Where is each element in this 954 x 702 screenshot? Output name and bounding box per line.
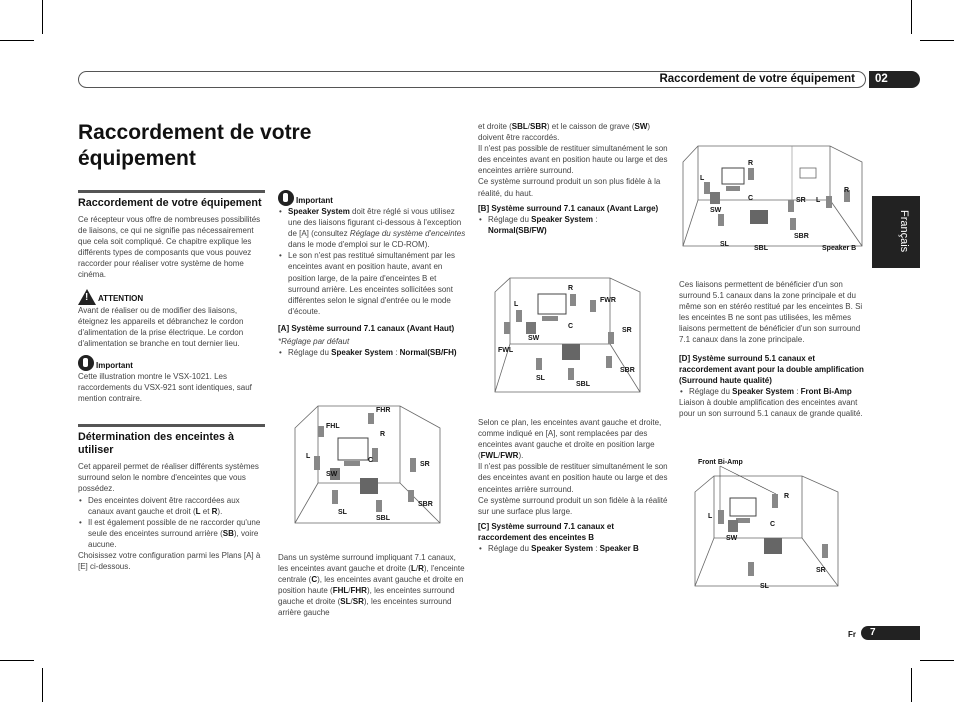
label-sl: SL	[720, 241, 729, 248]
column-4	[679, 279, 869, 419]
label-r: R	[844, 187, 850, 194]
label-sbl: SBL	[754, 245, 768, 252]
label-sw: SW	[326, 471, 338, 478]
label-l: L	[708, 513, 713, 520]
section-heading: [C] Système surround 7.1 canaux et raccordement des enceintes B	[478, 521, 615, 542]
column-3-bottom	[478, 417, 668, 554]
important-label: Important	[96, 360, 133, 370]
column-2-bottom	[278, 552, 468, 619]
list-item: • Réglage du Speaker System : Front Bi-Amp	[679, 386, 869, 397]
list-item: • Il est également possible de ne raccorder qu'une seule des enceintes surround arrière (SB), voire aucune.	[78, 517, 265, 550]
label-sbl: SBL	[576, 381, 590, 388]
page-title-line2: équipement	[78, 147, 196, 170]
warning-icon	[78, 289, 96, 305]
section-heading: [D] Système surround 5.1 canaux et raccordement avant pour la double amplification (Surround haute qualité)	[679, 353, 864, 385]
label-sw: SW	[710, 207, 722, 214]
paragraph: Liaison à double amplification des enceintes avant pour un son surround 5.1 canaux de grande qualité.	[679, 397, 863, 418]
footer-language: Fr	[848, 630, 856, 639]
label-c: C	[368, 457, 374, 464]
label-fwl: FWL	[498, 347, 514, 354]
label-sl: SL	[338, 509, 347, 516]
label-sl: SL	[760, 583, 769, 590]
diagram-d	[690, 454, 850, 594]
language-tab	[872, 196, 920, 268]
important-text: Cette illustration montre le VSX-1021. Les raccordements du VSX-921 sont identiques, sauf mention contraire.	[78, 371, 252, 404]
attention-heading	[78, 289, 265, 305]
label-sbr: SBR	[418, 501, 433, 508]
bullet-list	[278, 347, 468, 358]
list-item: • Réglage du Speaker System : Normal(SB/FW)	[478, 214, 668, 236]
list-item: • Speaker System doit être réglé si vous utilisez une des liaisons figurant ci-dessous à l'exception de [A] (consultez Réglage du système d'enceintes dans le mode d'emploi sur le CD-ROM).	[278, 206, 468, 250]
label-speaker-b: Speaker B	[822, 245, 857, 252]
header-bar	[78, 71, 866, 88]
label-fhl: FHL	[326, 423, 340, 430]
paragraph: Ce système surround produit un son plus fidèle à la réalité, du haut.	[478, 177, 661, 198]
label-r: R	[784, 493, 790, 500]
paragraph: Choisissez votre configuration parmi les Plans [A] à [E] ci-dessous.	[78, 550, 261, 572]
crop-mark	[0, 40, 34, 41]
paragraph: et droite (SBL/SBR) et le caisson de grave (SW) doivent être raccordés.	[478, 122, 651, 143]
label-fhr: FHR	[376, 407, 391, 414]
section-heading: Détermination des enceintes à utiliser	[78, 431, 235, 457]
label-l: L	[306, 453, 311, 460]
section-heading: [A] Système surround 7.1 canaux (Avant Haut)	[278, 323, 455, 333]
diagram-c	[680, 138, 866, 256]
label-l: L	[514, 301, 519, 308]
label-l: L	[700, 175, 705, 182]
crop-mark	[911, 0, 912, 34]
section-rule	[78, 424, 265, 427]
label-sw: SW	[528, 335, 540, 342]
label-sr: SR	[816, 567, 826, 574]
intro-paragraph: Ce récepteur vous offre de nombreuses possibilités de liaisons, ce qui ne signifie pas nécessairement que cela soit compliqué. Ce chapitre explique les différents types de composants que vous pouvez raccorder pour réaliser votre système de home cinéma.	[78, 215, 261, 280]
default-note: *Réglage par défaut	[278, 336, 350, 346]
attention-label: ATTENTION	[98, 294, 144, 304]
crop-mark	[911, 668, 912, 702]
page-number: 7	[861, 626, 920, 640]
list-item: • Des enceintes doivent être raccordées aux canaux avant gauche et droit (L et R).	[78, 495, 265, 517]
label-l: L	[816, 197, 821, 204]
crop-mark	[42, 0, 43, 34]
bullet-list	[78, 495, 265, 550]
list-item: • Réglage du Speaker System : Speaker B	[478, 543, 668, 554]
diagram-a	[290, 398, 450, 536]
header-title: Raccordement de votre équipement	[659, 73, 855, 85]
label-r: R	[748, 160, 754, 167]
section-heading: Raccordement de votre équipement	[78, 197, 262, 209]
column-3	[478, 121, 668, 236]
label-front-bi-amp: Front Bi-Amp	[698, 459, 743, 466]
paragraph: Ce système surround produit un son fidèle à la réalité sur une surface plus large.	[478, 495, 668, 516]
page-title	[78, 120, 348, 172]
column-2	[278, 190, 468, 358]
important-heading	[78, 355, 265, 371]
page-title-line1: Raccordement de votre	[78, 121, 312, 144]
diagram-b	[490, 272, 650, 402]
label-r: R	[380, 431, 386, 438]
label-c: C	[770, 521, 776, 528]
attention-text: Avant de réaliser ou de modifier des liaisons, éteignez les appareils et débranchez le cordon d'alimentation de la prise électrique. Le cordon d'alimentation se branche en tout dernier lieu.	[78, 305, 244, 348]
important-label: Important	[296, 195, 333, 205]
label-sw: SW	[726, 535, 738, 542]
bullet-list	[478, 543, 668, 554]
label-sr: SR	[420, 461, 430, 468]
column-1	[78, 190, 265, 572]
label-sbl: SBL	[376, 515, 390, 522]
label-sbr: SBR	[620, 367, 635, 374]
paragraph: Dans un système surround impliquant 7.1 canaux, les enceintes avant gauche et droite (L/R), l'enceinte centrale (C), les enceintes avant gauche et droite en position haute (FHL/FHR), les enceintes surround gauche et droite (SL/SR), les enceintes surround arrière gauche	[278, 553, 465, 618]
important-heading	[278, 190, 468, 206]
paragraph: Cet appareil permet de réaliser différents systèmes surround selon le nombre d'enceintes que vous possédez.	[78, 462, 259, 494]
label-sr: SR	[622, 327, 632, 334]
crop-mark	[920, 40, 954, 41]
section-heading: [B] Système surround 7.1 canaux (Avant Large)	[478, 203, 659, 213]
paragraph: Il n'est pas possible de restituer simultanément le son des enceintes avant en position haute ou large et des enceintes arrière surround.	[478, 462, 668, 494]
paragraph: Ces liaisons permettent de bénéficier d'un son surround 5.1 canaux dans la zone principale et du même son en stéréo restitué par les enceintes B. Si les enceintes B ne sont pas utilisées, les mêmes liaisons permettent de bénéficier d'un son surround 7.1 canaux dans la zone principale.	[679, 280, 863, 345]
paragraph: Selon ce plan, les enceintes avant gauche et droite, comme indiqué en [A], sont remplacées par des enceintes avant gauche et droite en position large (FWL/FWR).	[478, 418, 662, 461]
bullet-list	[278, 206, 468, 317]
label-sr: SR	[796, 197, 806, 204]
bullet-list	[478, 214, 668, 236]
label-sl: SL	[536, 375, 545, 382]
crop-mark	[0, 660, 34, 661]
crop-mark	[42, 668, 43, 702]
paragraph: Il n'est pas possible de restituer simultanément le son des enceintes avant en position haute ou large et des enceintes arrière surround.	[478, 144, 668, 176]
label-c: C	[568, 323, 574, 330]
hand-icon	[278, 190, 294, 206]
label-r: R	[568, 285, 574, 292]
chapter-number: 02	[869, 71, 920, 88]
list-item: • Réglage du Speaker System : Normal(SB/FH)	[278, 347, 468, 358]
label-sbr: SBR	[794, 233, 809, 240]
crop-mark	[920, 660, 954, 661]
language-tab-label: Français	[898, 210, 910, 253]
bullet-list	[679, 386, 869, 397]
label-c: C	[748, 195, 754, 202]
list-item: • Le son n'est pas restitué simultanément par les enceintes avant en position haute, avant en position large, de la paire d'enceintes B et surround arrière. Les enceintes sollicitées sont différentes selon le signal d'entrée ou le mode d'écoute.	[278, 250, 468, 317]
section-rule	[78, 190, 265, 193]
label-fwr: FWR	[600, 297, 616, 304]
hand-icon	[78, 355, 94, 371]
